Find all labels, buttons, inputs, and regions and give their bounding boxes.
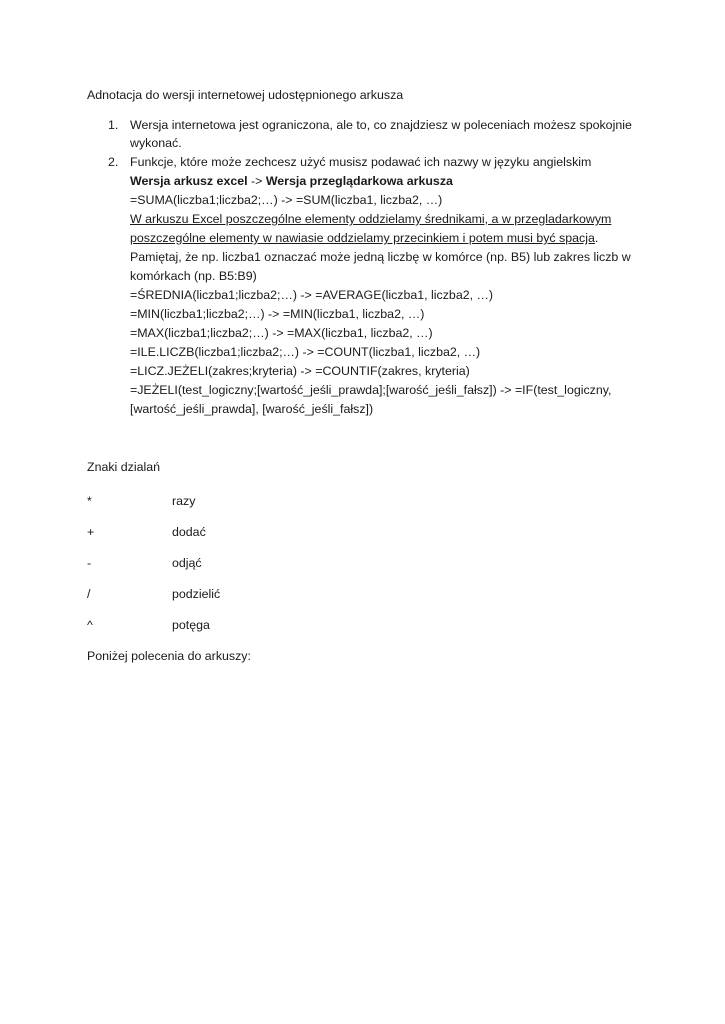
operator-name-divide: podzielić	[172, 587, 221, 601]
remember-line-1: Pamiętaj, że np. liczba1 oznaczać może jedną liczbę w komórce (np. B5) lub zakres liczb w	[130, 250, 631, 264]
formula-max: =MAX(liczba1;liczba2;…) -> =MAX(liczba1, liczba2, …)	[130, 326, 433, 340]
operator-symbol-power: ^	[87, 618, 93, 632]
formula-count: =ILE.LICZB(liczba1;liczba2;…) -> =COUNT(liczba1, liczba2, …)	[130, 345, 481, 359]
operators-title: Znaki dzialań	[87, 460, 161, 474]
list-item-2-intro: Funkcje, które może zechcesz użyć musisz podawać ich nazwy w języku angielskim	[130, 155, 592, 169]
operator-name-power: potęga	[172, 618, 210, 632]
formula-if-line-2: [wartość_jeśli_prawda], [warość_jeśli_fałsz])	[130, 402, 374, 416]
formula-min: =MIN(liczba1;liczba2;…) -> =MIN(liczba1, liczba2, …)	[130, 307, 425, 321]
sum-formula: =SUMA(liczba1;liczba2;…) -> =SUM(liczba1, liczba2, …)	[130, 193, 443, 207]
list-item-1-line-2: wykonać.	[130, 136, 182, 150]
formula-countif: =LICZ.JEŻELI(zakres;kryteria) -> =COUNTIF(zakres, kryteria)	[130, 364, 470, 378]
formula-if-line-1: =JEŻELI(test_logiczny;[wartość_jeśli_prawda];[warość_jeśli_fałsz]) -> =IF(test_logiczny,	[130, 383, 612, 397]
list-item-1-line-1: Wersja internetowa jest ograniczona, ale to, co znajdziesz w poleceniach możesz spokojnie	[130, 118, 632, 132]
versions-arrow: ->	[247, 174, 266, 188]
versions-line	[130, 172, 453, 190]
separator-note-line-1: W arkuszu Excel poszczególne elementy oddzielamy średnikami, a w przegladarkowym	[130, 212, 612, 226]
separator-note-line-2-text: poszczególne elementy w nawiasie oddzielamy przecinkiem i potem musi być spacja	[130, 231, 595, 245]
operator-symbol-subtract: -	[87, 556, 92, 570]
operator-name-multiply: razy	[172, 494, 196, 508]
footer-text: Poniżej polecenia do arkuszy:	[87, 649, 251, 663]
operator-name-subtract: odjąć	[172, 556, 202, 570]
operator-symbol-multiply: *	[87, 494, 92, 508]
remember-line-2: komórkach (np. B5:B9)	[130, 269, 257, 283]
list-item-number-2: 2.	[108, 155, 119, 169]
operator-symbol-add: +	[87, 525, 95, 539]
operator-name-add: dodać	[172, 525, 206, 539]
excel-version-label: Wersja arkusz excel	[130, 174, 248, 188]
list-item-number-1: 1.	[108, 118, 119, 132]
formula-average: =ŚREDNIA(liczba1;liczba2;…) -> =AVERAGE(liczba1, liczba2, …)	[130, 288, 494, 302]
operator-symbol-divide: /	[87, 587, 91, 601]
web-version-label: Wersja przeglądarkowa arkusza	[265, 174, 453, 188]
separator-note-line-2	[130, 229, 598, 247]
document-heading: Adnotacja do wersji internetowej udostępnionego arkusza	[87, 88, 404, 102]
separator-note-line-2-end: .	[594, 231, 599, 245]
